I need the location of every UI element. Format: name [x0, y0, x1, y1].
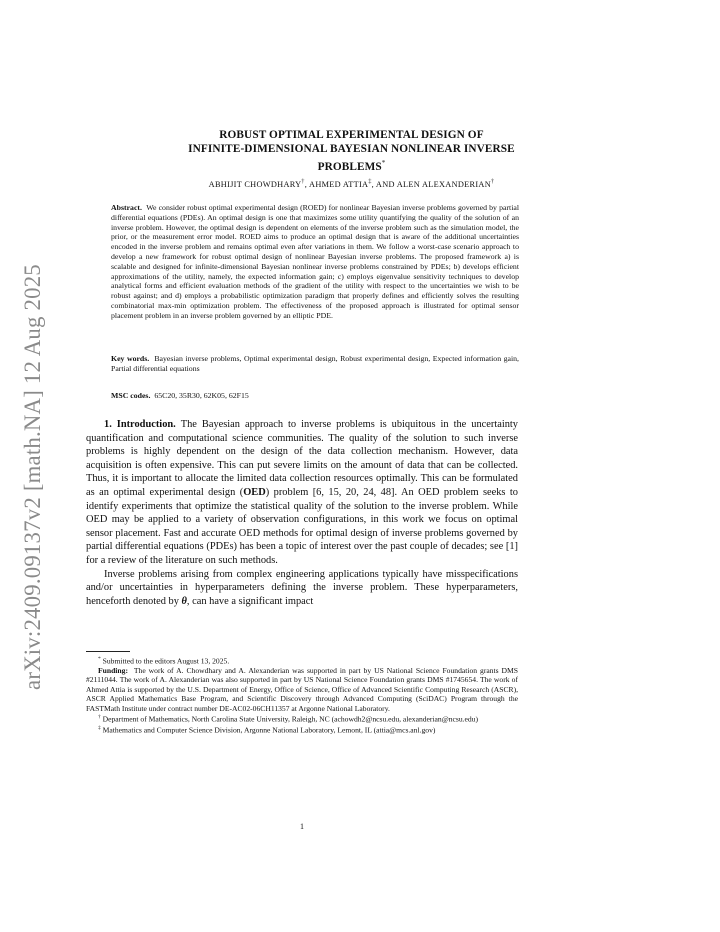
author-list: ABHIJIT CHOWDHARY†, AHMED ATTIA‡, AND ALEN ALEXANDERIAN† [208, 179, 495, 189]
title-line-2: INFINITE-DIMENSIONAL BAYESIAN NONLINEAR INVERSE [188, 143, 515, 155]
footnote-rule [86, 651, 130, 652]
msc-text: 65C20, 35R30, 62K05, 62F15 [154, 391, 249, 400]
intro-paragraph-2: Inverse problems arising from complex engineering applications typically have misspecifications and/or uncertainties in hyperparameters defining the inverse problem. These hyperparameters, henceforth denoted by θ, can have a significant impact [86, 568, 518, 607]
footnote-affiliation-ncsu: † Department of Mathematics, North Carolina State University, Raleigh, NC (achowdh2@ncsu.edu, alexanderian@ncsu.edu) [98, 713, 479, 724]
footnotes [86, 655, 518, 735]
msc-codes [111, 391, 519, 401]
page-number: 1 [300, 822, 304, 831]
abstract [111, 203, 519, 321]
footnote-submitted: * Submitted to the editors August 13, 2025. [98, 656, 230, 666]
arxiv-identifier: arXiv:2409.09137v2 [math.NA] 12 Aug 2025 [20, 264, 45, 690]
title-line-1: ROBUST OPTIMAL EXPERIMENTAL DESIGN OF [219, 129, 484, 141]
section-heading: 1. Introduction. [104, 419, 176, 430]
footnote-funding: Funding: The work of A. Chowdhary and A. Alexanderian was supported in part by US National Science Foundation grants DMS #2111044. The work of A. Alexanderian was also supported in part by US National Science Foundation grants DMS #1745654. The work of Ahmed Attia is supported by the U.S. Department of Energy, Office of Science, Office of Advanced Scientific Computing Research (ASCR), ASCR Applied Mathematics Base Program, and Scientific Discovery through Advanced Computing (SciDAC) Program through the FASTMath Institute under contract number DE-AC02-06CH11357 at Argonne National Laboratory. [86, 665, 519, 713]
keywords [111, 354, 519, 374]
introduction-section [86, 418, 518, 608]
title-footnote-mark: * [381, 159, 386, 167]
msc-label: MSC codes. [111, 391, 151, 400]
intro-paragraph-1: 1. Introduction. The Bayesian approach to inverse problems is ubiquitous in the uncertainty quantification and computational science communities. The quality of the solution to such inverse problems is highly dependent on the design of the data collection mechanism. However, data acquisition is often expensive. This can put severe limits on the amount of data that can be collected. Thus, it is important to allocate the limited data collection resources optimally. This can be formulated as an optimal experimental design (OED) problem [6, 15, 20, 24, 48]. An OED problem seeks to identify experiments that optimize the statistical quality of the solution to the inverse problem. While OED may be applied to a variety of observation configurations, in this work we focus on optimal sensor placement. Fast and accurate OED methods for optimal design of inverse problems governed by partial differential equations (PDEs) has been a topic of interest over the past couple of decades; see [1] for a review of the literature on such methods. [86, 419, 518, 566]
abstract-label: Abstract. [111, 203, 142, 212]
keywords-text: Bayesian inverse problems, Optimal experimental design, Robust experimental design, Expected information gain, Partial differential equations [111, 354, 519, 373]
keywords-label: Key words. [111, 354, 150, 363]
abstract-text: We consider robust optimal experimental design (ROED) for nonlinear Bayesian inverse problems governed by partial differential equations (PDEs). An optimal design is one that maximizes some utility quantifying the quality of the solution of an inverse problem. However, the optimal design is dependent on elements of the inverse problem such as the simulation model, the prior, or the measurement error model. ROED aims to produce an optimal design that is aware of the additional uncertainties encoded in the inverse problem and remains optimal even after variations in them. We follow a worst-case scenario approach to develop a new framework for robust optimal design of nonlinear Bayesian inverse problems. The proposed framework a) is scalable and designed for infinite-dimensional Bayesian nonlinear inverse problems constrained by PDEs; b) develops efficient approximations of the utility, namely, the expected information gain; c) employs eigenvalue sensitivity techniques to develop analytical forms and efficient evaluation methods of the gradient of the utility with respect to the uncertainties we wish to be robust against; and d) employs a probabilistic optimization paradigm that properly defines and efficiently solves the resulting combinatorial max-min optimization problem. The effectiveness of the proposed approach is illustrated for optimal sensor placement problem in an inverse problem governed by an elliptic PDE. [111, 203, 519, 320]
paper-title [100, 128, 603, 174]
footnote-affiliation-anl: ‡ Mathematics and Computer Science Division, Argonne National Laboratory, Lemont, IL (attia@mcs.anl.gov) [98, 724, 436, 735]
title-line-3: PROBLEMS* [317, 159, 386, 173]
